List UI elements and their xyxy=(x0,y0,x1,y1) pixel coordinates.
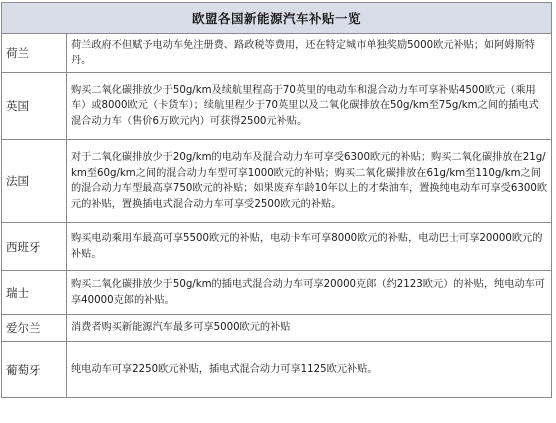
subsidy-description-cell: 购买二氧化碳排放少于50g/km及续航里程高于70英里的电动车和混合动力车可享补贴4500欧元（乘用车）或8000欧元（卡货车）；续航里程少于70英里以及二氧化碳排放在50g/km至75g/km之间的插电式混合动力车（售价6万欧元内）可获得2500元补贴。 xyxy=(67,73,552,140)
subsidy-description-cell: 对于二氧化碳排放少于20g/km的电动车及混合动力车可享受6300欧元的补贴；购买二氧化碳排放在21g/km至60g/km之间的混合动力车型可享1000欧元的补贴；购买二氧化碳排放在61g/km至110g/km之间的混合动力车型最高享750欧元的补贴；如果废弃车龄10年以上的才柴油车，置换纯电动车可享受6300欧元的补贴，置换插电式混合动力车可享受2500欧元的补贴。 xyxy=(67,140,552,223)
table-row-uk xyxy=(2,73,552,140)
subsidy-description-cell: 购买二氧化碳排放少于50g/km的插电式混合动力车可享20000克郎（约2123欧元）的补贴，纯电动车可享40000克郎的补贴。 xyxy=(67,271,552,315)
table-row-netherlands xyxy=(2,34,552,73)
table-row-switzerland xyxy=(2,271,552,315)
subsidy-description-cell: 购买电动乘用车最高可享5500欧元的补贴，电动卡车可享8000欧元的补贴，电动巴士可享20000欧元的补贴。 xyxy=(67,223,552,271)
subsidy-description-cell: 消费者购买新能源汽车最多可享5000欧元的补贴 xyxy=(67,315,552,342)
subsidy-description-cell: 荷兰政府不但赋予电动车免注册费、路政税等费用，还在特定城市单独奖励5000欧元补贴；如阿姆斯特丹。 xyxy=(67,34,552,73)
table-row-ireland xyxy=(2,315,552,342)
country-cell: 荷兰 xyxy=(2,34,67,73)
table-row-france xyxy=(2,140,552,223)
table-row-portugal xyxy=(2,342,552,398)
table-row-spain xyxy=(2,223,552,271)
country-cell: 法国 xyxy=(2,140,67,223)
country-cell: 爱尔兰 xyxy=(2,315,67,342)
table-title: 欧盟各国新能源汽车补贴一览 xyxy=(2,3,552,34)
country-cell: 瑞士 xyxy=(2,271,67,315)
country-cell: 英国 xyxy=(2,73,67,140)
subsidy-description-cell: 纯电动车可享2250欧元补贴，插电式混合动力可享1125欧元补贴。 xyxy=(67,342,552,398)
country-cell: 西班牙 xyxy=(2,223,67,271)
subsidy-table xyxy=(1,2,552,398)
country-cell: 葡萄牙 xyxy=(2,342,67,398)
